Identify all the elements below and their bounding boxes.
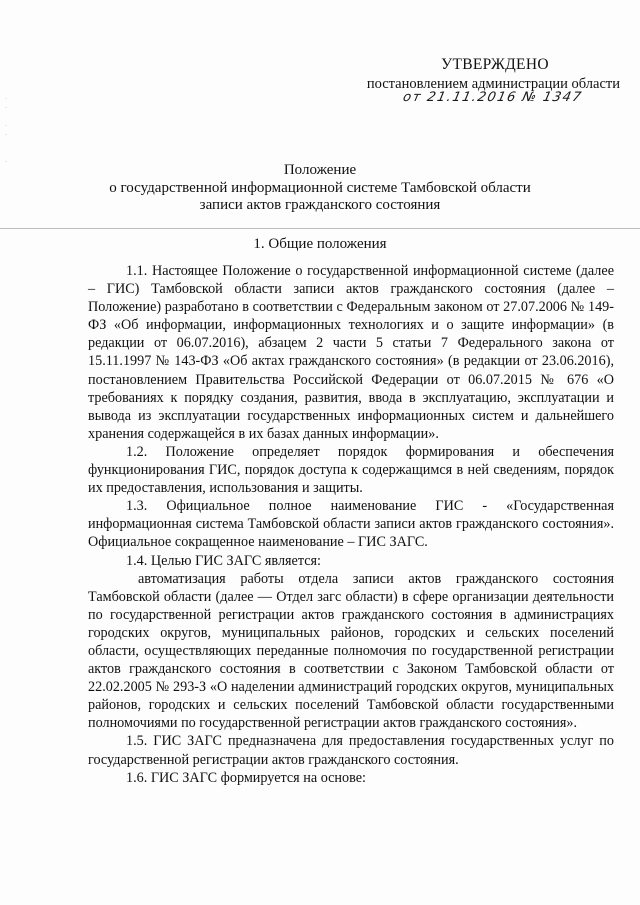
document-body [88,262,614,787]
document-title [100,162,540,215]
approval-title: УТВЕРЖДЕНО [441,56,549,73]
approval-subtitle: постановлением администрации области [366,76,620,92]
paragraph-1-5: 1.5. ГИС ЗАГС предназначена для предоставления государственных услуг по государственной регистрации актов гражданского состояния. [88,733,614,768]
scan-margin-marks: · · · · · [4,95,9,166]
paragraph-1-4: 1.4. Целью ГИС ЗАГС является: [126,552,321,569]
paragraph-1-3: 1.3. Официальное полное наименование ГИС - «Государственная информационная система Тамбовской области записи актов гражданского состояния». Официальное сокращенное наименование – ГИС ЗАГС. [88,498,614,551]
document-title-line-3: записи актов гражданского состояния [199,197,441,213]
paragraph-1-6: 1.6. ГИС ЗАГС формируется на основе: [126,769,366,786]
document-title-line-2: о государственной информационной системе Тамбовской области [109,179,531,196]
paragraph-1-2: 1.2. Положение определяет порядок формирования и обеспечения функционирования ГИС, порядок доступа к содержащимся в ней сведениям, порядок их предоставления, использования и защиты. [88,443,614,497]
scan-fold-line [0,228,640,229]
section-heading: 1. Общие положения [253,236,387,252]
paragraph-1-1: 1.1. Настоящее Положение о государственной информационной системе (далее – ГИС) Тамбовской области записи актов гражданского состояния (далее – Положение) разработано в соответствии с Федеральным законом от 27.07.2006 № 149-ФЗ «Об информации, информационных технологиях и о защите информации» (в редакции от 06.07.2016), абзацем 2 части 5 статьи 7 Федерального закона от 15.11.1997 № 143-ФЗ «Об актах гражданского состояния» (в редакции от 23.06.2016), постановлением Правительства Российской Федерации от 06.07.2015 № 676 «О требованиях к порядку создания, развития, ввода в эксплуатацию, эксплуатации и вывода из эксплуатации государственных информационных систем и дальнейшего хранения содержащейся в их базах данных информации». [88,263,614,442]
paragraph-1-4-item: автоматизация работы отдела записи актов гражданского состояния Тамбовской области (далее — Отдел загс области) в сфере организации деятельности по государственной регистрации актов гражданского состояния в администрациях городских округов, муниципальных районов, городских и сельских поселений области, осуществляющих переданные полномочия по государственной регистрации актов гражданского состояния в соответствии с Законом Тамбовской области от 22.02.2005 № 293-З «О наделении администраций городских округов, муниципальных районов, городских и сельских поселений Тамбовской области государственными полномочиями по государственной регистрации актов гражданского состояния». [88,570,614,732]
approval-stamp [330,56,620,106]
approval-handwritten-date: от 21.11.2016 № 1347 [401,90,584,105]
document-title-line-1: Положение [283,162,357,178]
